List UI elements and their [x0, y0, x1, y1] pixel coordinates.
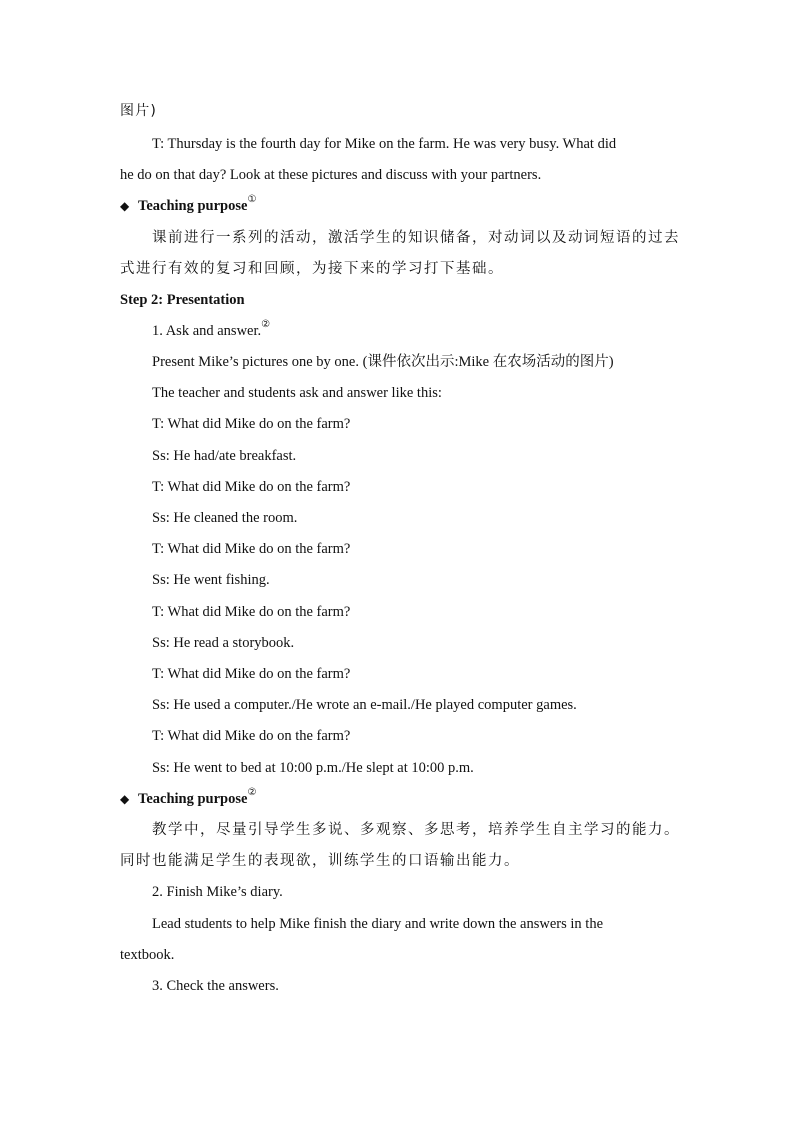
footnote-marker: ② — [261, 319, 271, 331]
dialogue-answer: Ss: He cleaned the room. — [152, 510, 298, 526]
purpose-2-text-line-2: 同时也能满足学生的表现欲，训练学生的口语输出能力。 — [120, 853, 520, 869]
dialogue-answer: Ss: He had/ate breakfast. — [152, 448, 297, 464]
diamond-bullet-icon: ◆ — [120, 199, 130, 213]
dialogue-question: T: What did Mike do on the farm? — [152, 604, 351, 620]
dialogue-intro-line: The teacher and students ask and answer like this: — [152, 385, 442, 401]
dialogue-question: T: What did Mike do on the farm? — [152, 666, 351, 682]
ask-and-answer-item — [152, 321, 712, 341]
dialogue-answer: Ss: He read a storybook. — [152, 635, 295, 651]
purpose-1-text-line-1: 课前进行一系列的活动，激活学生的知识储备，对动词以及动词短语的过去 — [152, 230, 680, 246]
teaching-purpose-heading-1 — [120, 196, 680, 216]
dialogue-answer: Ss: He went fishing. — [152, 572, 270, 588]
lead-students-line-1: Lead students to help Mike finish the diary and write down the answers in the — [152, 916, 604, 932]
diamond-bullet-icon: ◆ — [120, 792, 130, 806]
dialogue-question: T: What did Mike do on the farm? — [152, 416, 351, 432]
dialogue-answer: Ss: He used a computer./He wrote an e-mail./He played computer games. — [152, 697, 577, 713]
teacher-intro-line-2: he do on that day? Look at these pictures and discuss with your partners. — [120, 167, 542, 183]
footnote-marker: ① — [247, 194, 257, 206]
teacher-intro-line-1: T: Thursday is the fourth day for Mike on the farm. He was very busy. What did — [152, 136, 617, 152]
dialogue-answer: Ss: He went to bed at 10:00 p.m./He slept at 10:00 p.m. — [152, 760, 474, 776]
present-pictures-line: Present Mike’s pictures one by one. (课件依次出示:Mike 在农场活动的图片) — [152, 354, 614, 370]
lead-students-line-2: textbook. — [120, 947, 175, 963]
teaching-purpose-heading-2 — [120, 789, 680, 809]
teaching-purpose-label: Teaching purpose — [138, 198, 248, 214]
footnote-marker: ② — [247, 787, 257, 799]
step-2-heading: Step 2: Presentation — [120, 292, 245, 308]
dialogue-question: T: What did Mike do on the farm? — [152, 728, 351, 744]
dialogue-question: T: What did Mike do on the farm? — [152, 541, 351, 557]
ask-and-answer-text: 1. Ask and answer. — [152, 323, 262, 339]
check-answers-item: 3. Check the answers. — [152, 978, 279, 994]
finish-diary-item: 2. Finish Mike’s diary. — [152, 884, 283, 900]
continued-text: 图片) — [120, 103, 158, 119]
purpose-1-text-line-2: 式进行有效的复习和回顾，为接下来的学习打下基础。 — [120, 261, 504, 277]
purpose-2-text-line-1: 教学中，尽量引导学生多说、多观察、多思考，培养学生自主学习的能力。 — [152, 822, 680, 838]
teaching-purpose-label: Teaching purpose — [138, 791, 248, 807]
dialogue-question: T: What did Mike do on the farm? — [152, 479, 351, 495]
